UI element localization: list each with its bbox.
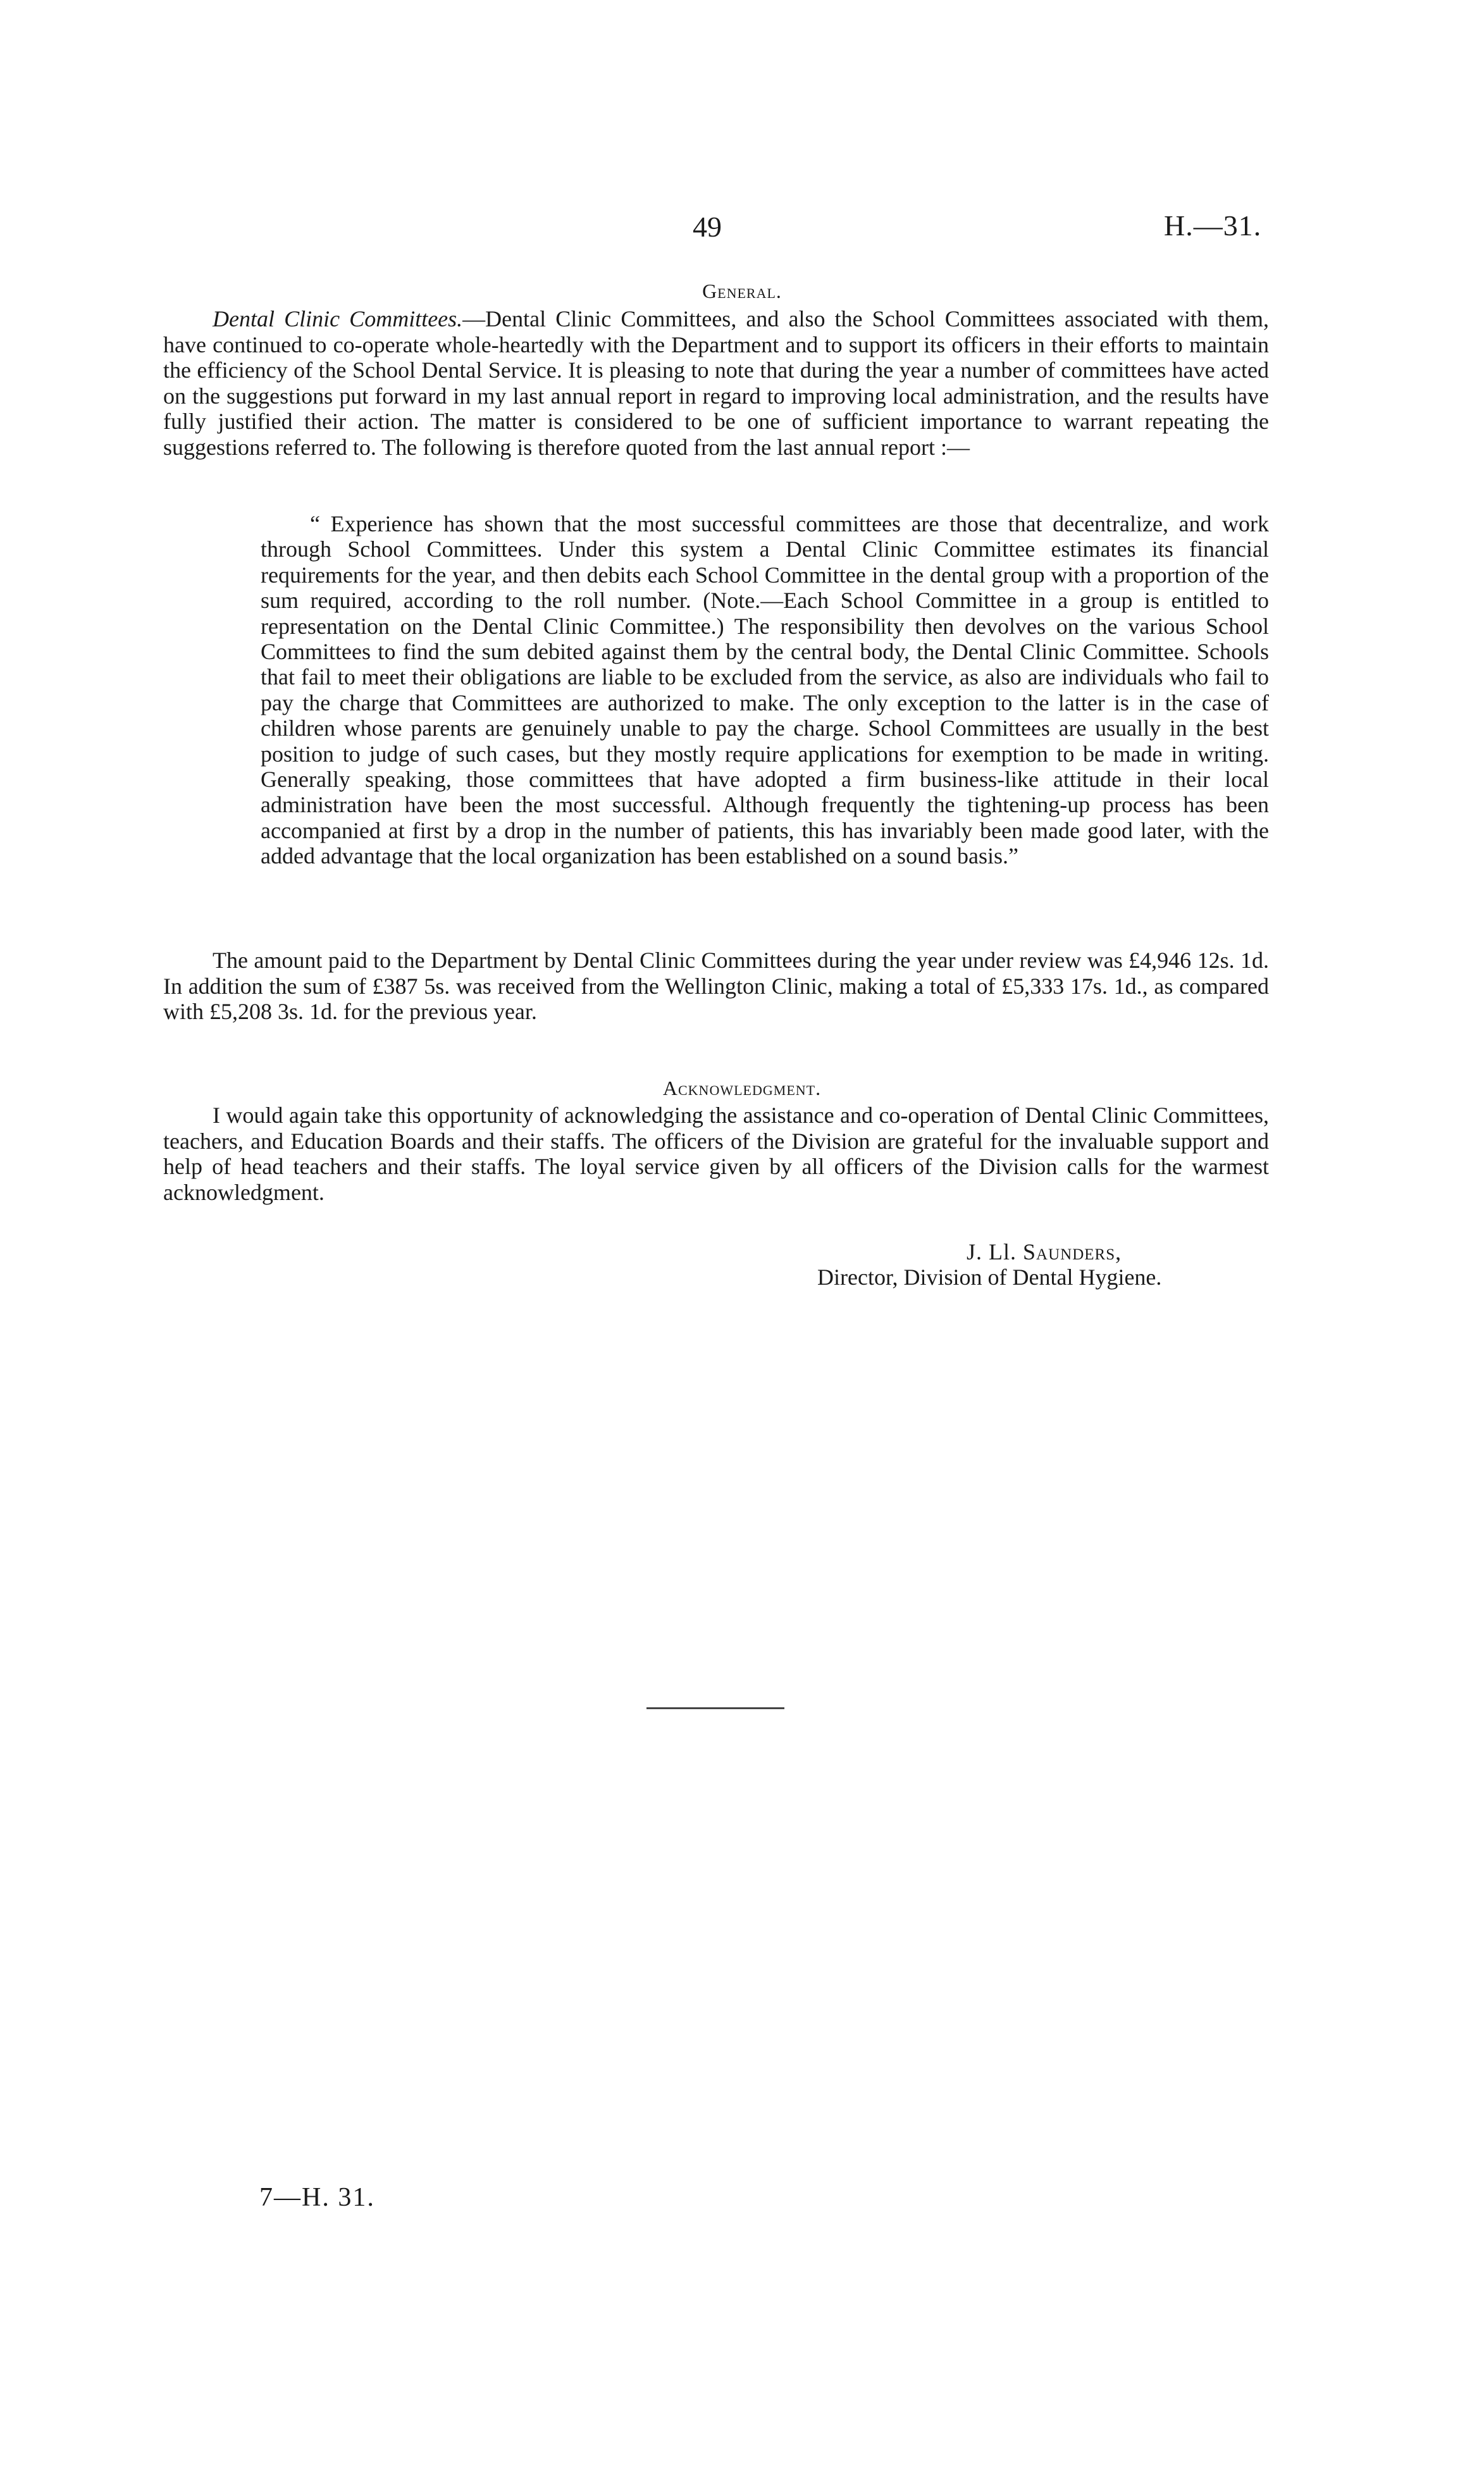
- document-reference: H.—31.: [1164, 209, 1262, 242]
- signatory-name: [967, 1239, 1122, 1265]
- signatory-surname: Saunders,: [1023, 1239, 1122, 1264]
- lead-phrase: Dental Clinic Committees.: [213, 306, 463, 331]
- signature-mark: 7—H. 31.: [259, 2183, 375, 2212]
- amount-paragraph: The amount paid to the Department by Dental Clinic Committees during the year under review was £4,946 12s. 1d. In addition the sum of £387 5s. was received from the Wellington Clinic, making a total of £5,333 17s. 1d., as compared with £5,208 3s. 1d. for the previous year.: [163, 948, 1269, 1024]
- general-heading: General.: [702, 280, 782, 302]
- acknowledgment-heading: Acknowledgment.: [662, 1077, 822, 1099]
- signatory-initials: J. Ll.: [967, 1239, 1023, 1264]
- general-paragraph-text: —Dental Clinic Committees, and also the School Committees associated with them, have continued to co-operate whole-heartedly with the Department and to support its officers in their efforts to maintain the efficiency of the School Dental Service. It is pleasing to note that during the year a number of committees have acted on the suggestions put forward in my last annual report in regard to improving local administration, and the results have fully justified their action. The matter is considered to be one of sufficient importance to warrant repeating the suggestions referred to. The following is therefore quoted from the last annual report :—: [163, 306, 1269, 460]
- general-paragraph: [163, 306, 1269, 460]
- page-number: 49: [693, 211, 722, 243]
- closing-rule: [646, 1707, 784, 1709]
- quoted-report: “ Experience has shown that the most successful committees are those that decentralize, and work through School Committees. Under this system a Dental Clinic Committee estimates its financial requirements for the year, and then debits each School Committee in the dental group with a proportion of the sum required, according to the roll number. (Note.—Each School Committee in a group is entitled to representation on the Dental Clinic Committee.) The responsibility then devolves on the various School Committees to find the sum debited against them by the central body, the Dental Clinic Committee. Schools that fail to meet their obligations are liable to be excluded from the service, as also are individuals who fail to pay the charge that Committees are authorized to make. The only exception to the latter is in the case of children whose parents are genuinely unable to pay the charge. School Committees are usually in the best position to judge of such cases, but they mostly require applications for exemption to be made in writing. Generally speaking, those committees that have adopted a firm business-like attitude in their local administration have been the most successful. Although frequently the tightening-up process has been accompanied at first by a drop in the number of patients, this has invariably been made good later, with the added advantage that the local organization has been established on a sound basis.”: [261, 511, 1269, 869]
- signatory-title: Director, Division of Dental Hygiene.: [817, 1264, 1162, 1290]
- acknowledgment-paragraph: I would again take this opportunity of acknowledging the assistance and co-operation of Dental Clinic Committees, teachers, and Education Boards and their staffs. The officers of the Division are grateful for the invaluable support and help of head teachers and their staffs. The loyal service given by all officers of the Division calls for the warmest acknowledgment.: [163, 1103, 1269, 1205]
